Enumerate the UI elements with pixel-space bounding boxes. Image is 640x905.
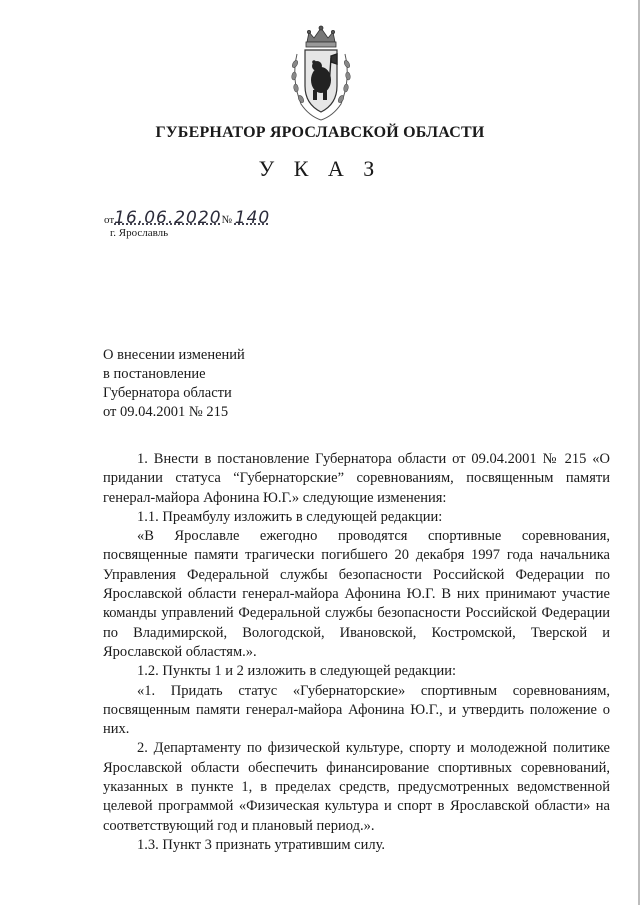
city-name: г. Ярославль (110, 227, 169, 239)
decree-number: 140 (234, 208, 271, 228)
subject-line: от 09.04.2001 № 215 (103, 404, 229, 420)
decree-date-number (104, 208, 270, 228)
decree-date: 16.06.2020 (114, 208, 222, 228)
body-paragraph: «1. Придать статус «Губернаторские» спортивным соревнованиям, посвященным памяти генерал-майора Афонина Ю.Г., и утвердить положение о них. (103, 682, 610, 738)
number-sign: № (221, 214, 233, 226)
subject-line: Губернатора области (103, 385, 232, 401)
decree-subject (103, 346, 245, 422)
decree-body (103, 450, 610, 855)
body-paragraph: «В Ярославле ежегодно проводятся спортивные соревнования, посвященные памяти трагически погибшего 20 декабря 1997 года начальника Управления Федеральной службы безопасности Российской Федерации по Ярославской области генерал-майора Афонина Ю.Г. В них принимают участие команды управлений Федеральной службы безопасности Российской Федерации по Владимирской, Вологодской, Ивановской, Костромской, Тверской и Ярославской областям.». (103, 528, 610, 660)
issuing-authority: ГУБЕРНАТОР ЯРОСЛАВСКОЙ ОБЛАСТИ (155, 124, 485, 141)
subject-line: в постановление (103, 366, 206, 382)
yaroslavl-coat-of-arms-icon (287, 24, 355, 124)
body-paragraph: 1.3. Пункт 3 признать утратившим силу. (137, 836, 386, 853)
subject-line: О внесении изменений (103, 347, 245, 363)
body-paragraph: 1.2. Пункты 1 и 2 изложить в следующей редакции: (137, 663, 457, 680)
body-paragraph: 2. Департаменту по физической культуре, спорту и молодежной политике Ярославской области обеспечить финансирование спортивных соревнований, указанных в пункте 1, в пределах средств, предусмотренных ведомственной целевой программой «Физическая культура и спорт в Ярославской области» на соответствующий год и плановый период.». (103, 740, 610, 834)
body-paragraph: 1. Внести в постановление Губернатора области от 09.04.2001 № 215 «О придании статуса “Губернаторские” соревнованиям, посвященным памяти генерал-майора Афонина Ю.Г.» следующие изменения: (103, 451, 610, 506)
decree-title: У К А З (258, 156, 382, 181)
body-paragraph: 1.1. Преамбулу изложить в следующей редакции: (137, 508, 443, 525)
date-prefix: от (104, 214, 115, 226)
